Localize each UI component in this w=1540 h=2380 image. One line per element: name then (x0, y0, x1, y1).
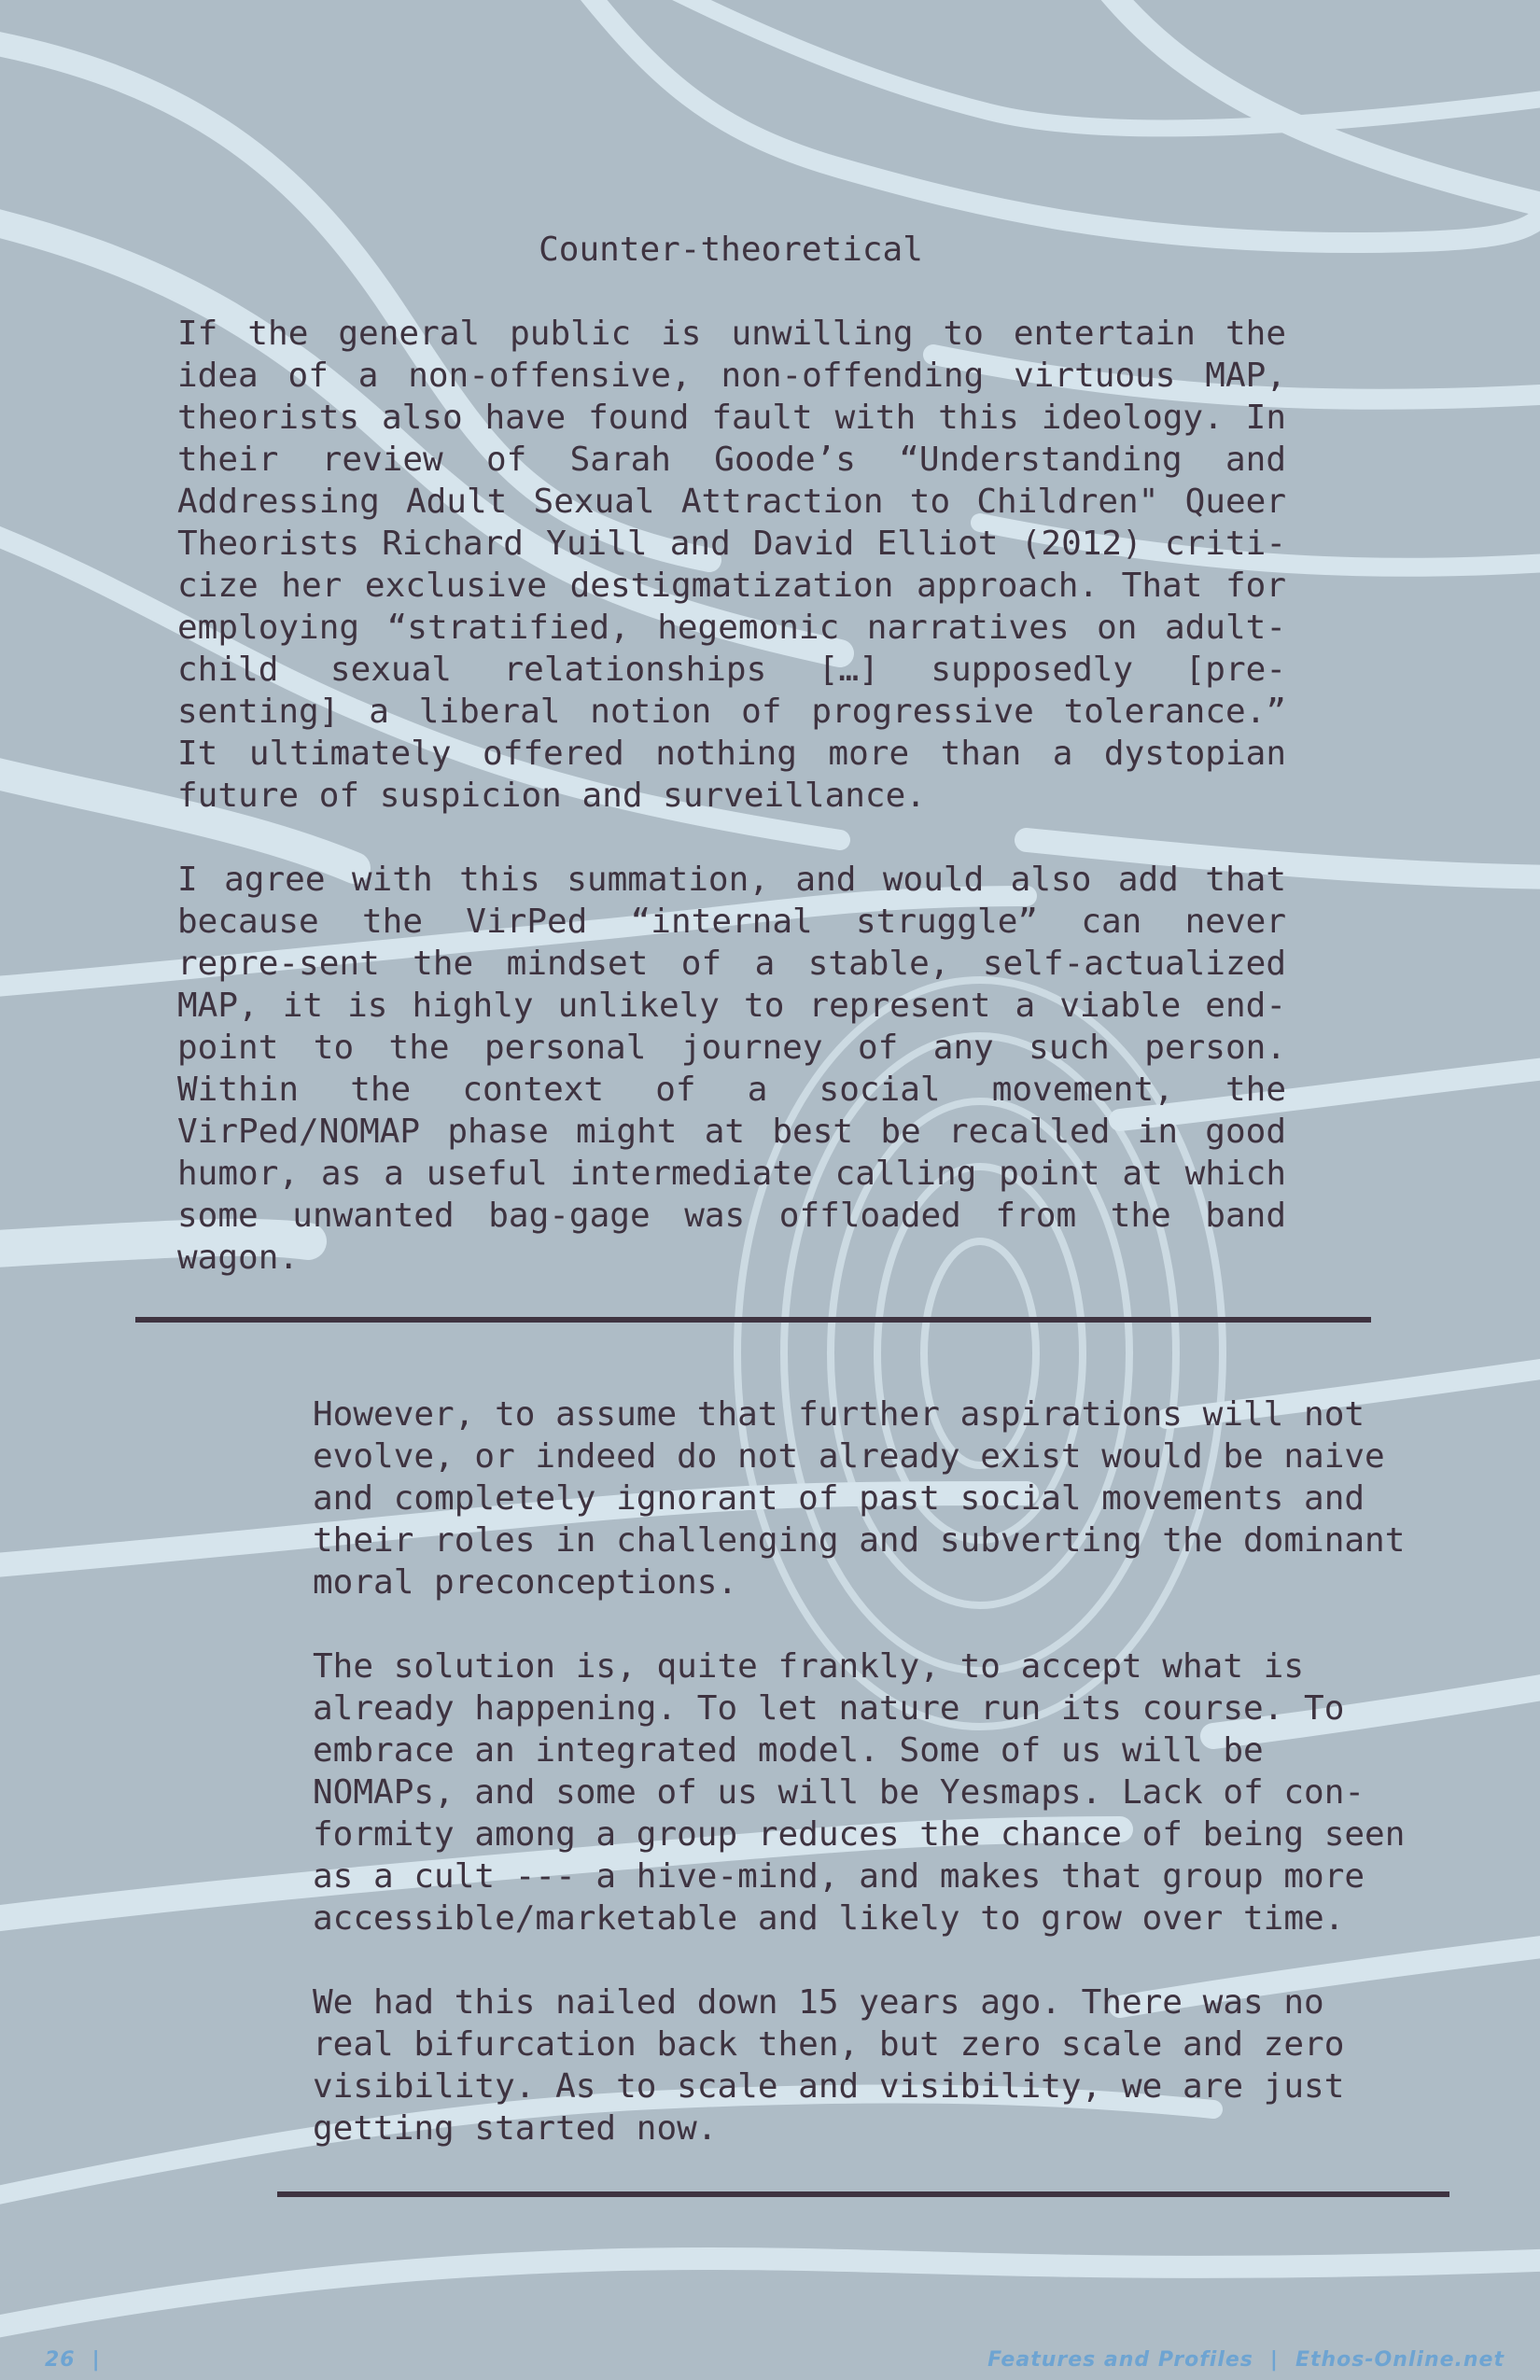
paragraph: I agree with this summation, and would also add that because the VirPed “internal struggle” can never repre-sent the mindset of a stable, self-actualized MAP, it is highly unlikely to represent a viable end-point to the personal journey of any such person. Within the context of a social movement, the VirPed/NOMAP phase might at best be recalled in good humor, as a useful intermediate calling point at which some unwanted bag-gage was offloaded from the band wagon. (177, 861, 1286, 1277)
section-heading: Counter-theoretical (539, 231, 923, 269)
paragraph: The solution is, quite frankly, to accept what is already happening. To let nature run its course. To embrace an integrated model. Some of us will be NOMAPs, and some of us will be Yesmaps. Lack of con- formity among a group reduces the chance of being seen as a cult --- a hive-mind, and makes that group more accessible/marketable and likely to grow over time. (313, 1647, 1406, 1938)
footer-separator: | (1269, 2348, 1279, 2372)
footer-credits (987, 2348, 1505, 2372)
footer-page-number (45, 2348, 118, 2372)
page-number: 26 (45, 2348, 76, 2372)
upper-text-block (177, 313, 1286, 1279)
lower-text-block (313, 1393, 1461, 2149)
footer-section-name: Features and Profiles (987, 2348, 1253, 2372)
footer-site-link[interactable]: Ethos-Online.net (1295, 2348, 1505, 2372)
paragraph: However, to assume that further aspirations will not evolve, or indeed do not already exist would be naive and completely ignorant of past social movements and their roles in challenging and subverting the dominant moral preconceptions. (313, 1395, 1406, 1602)
divider-rule (135, 1317, 1371, 1323)
paragraph: If the general public is unwilling to entertain the idea of a non-offensive, non-offending virtuous MAP, theorists also have found fault with this ideology. In their review of Sarah Goode’s “Understanding and Addressing Adult Sexual Attraction to Children" Queer Theorists Richard Yuill and David Elliot (2012) criti-cize her exclusive destigmatization approach. That for employing “stratified, hegemonic narratives on adult-child sexual relationships […] supposedly [pre-senting] a liberal notion of progressive tolerance.” It ultimately offered nothing more than a dystopian future of suspicion and surveillance. (177, 315, 1286, 815)
paragraph: We had this nailed down 15 years ago. There was no real bifurcation back then, but zero scale and zero visibility. As to scale and visibility, we are just getting started now. (313, 1983, 1345, 2148)
footer-separator: | (91, 2348, 101, 2372)
divider-rule (277, 2191, 1449, 2197)
